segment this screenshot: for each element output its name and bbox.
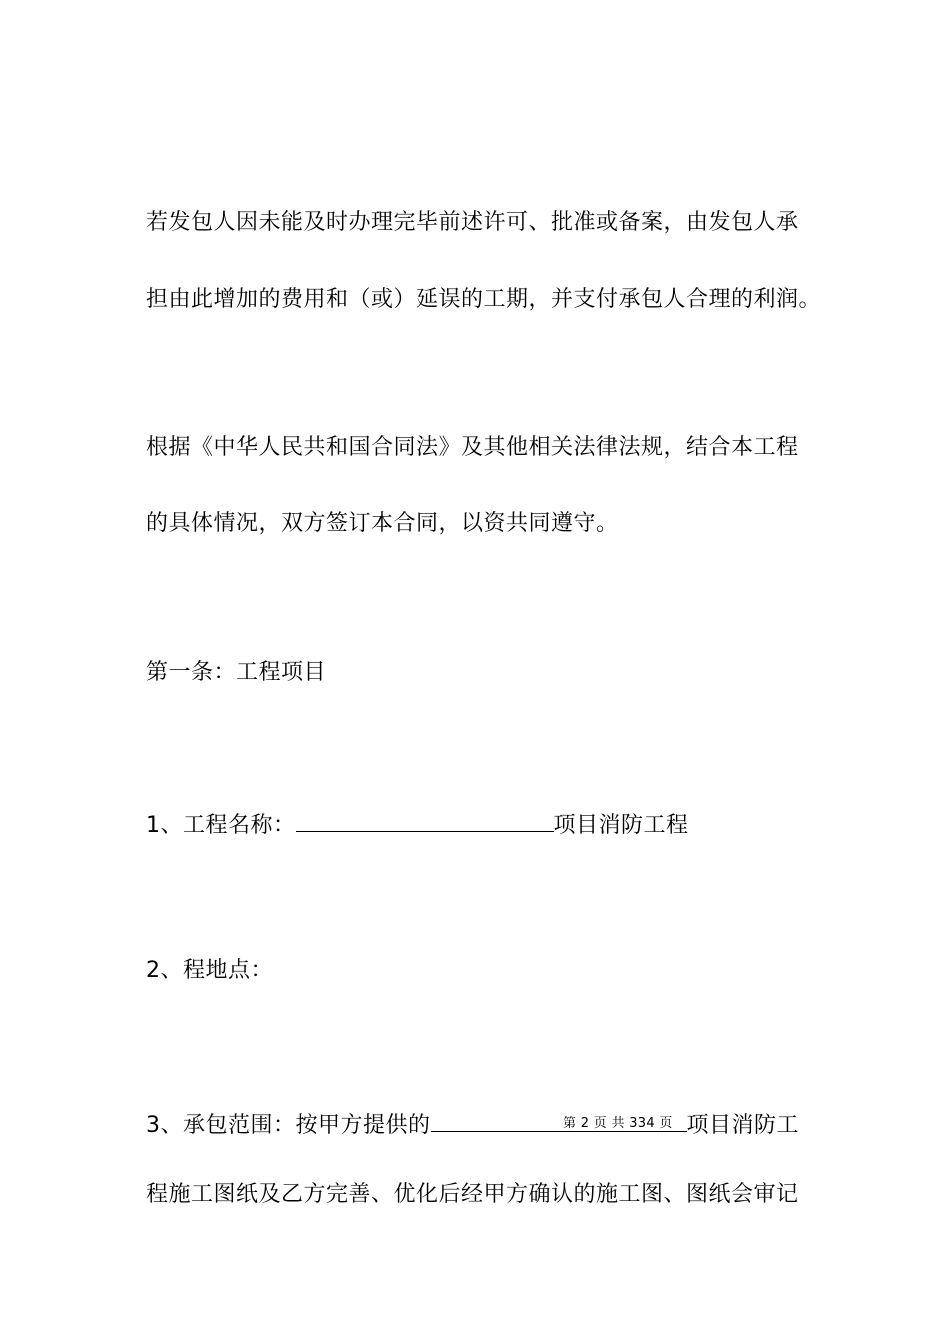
page-footer-number: 第 2 页 共 334 页	[563, 1116, 673, 1131]
item-1-label: 1、工程名称：	[146, 813, 296, 838]
item-3-scope	[146, 1107, 799, 1141]
paragraph-2-line-1: 根据《中华人民共和国合同法》及其他相关法律法规，结合本工程	[146, 435, 799, 460]
item-2-location-label: 2、程地点：	[146, 958, 273, 983]
item-1-suffix: 项目消防工程	[553, 813, 689, 838]
paragraph-1-line-2: 担由此增加的费用和（或）延误的工期，并支付承包人合理的利润。	[146, 287, 822, 312]
article-1-heading: 第一条：工程项目	[146, 660, 327, 685]
item-3-suffix: 项目消防工	[686, 1113, 800, 1138]
item-3-line-2: 程施工图纸及乙方完善、优化后经甲方确认的施工图、图纸会审记	[146, 1182, 799, 1207]
item-1-project-name	[146, 807, 689, 841]
item-3-label: 3、承包范围：按甲方提供的	[146, 1113, 431, 1138]
project-name-blank[interactable]	[296, 807, 554, 832]
paragraph-1-line-1: 若发包人因未能及时办理完毕前述许可、批准或备案，由发包人承	[146, 210, 799, 235]
paragraph-2-line-2: 的具体情况，双方签订本合同，以资共同遵守。	[146, 511, 619, 536]
